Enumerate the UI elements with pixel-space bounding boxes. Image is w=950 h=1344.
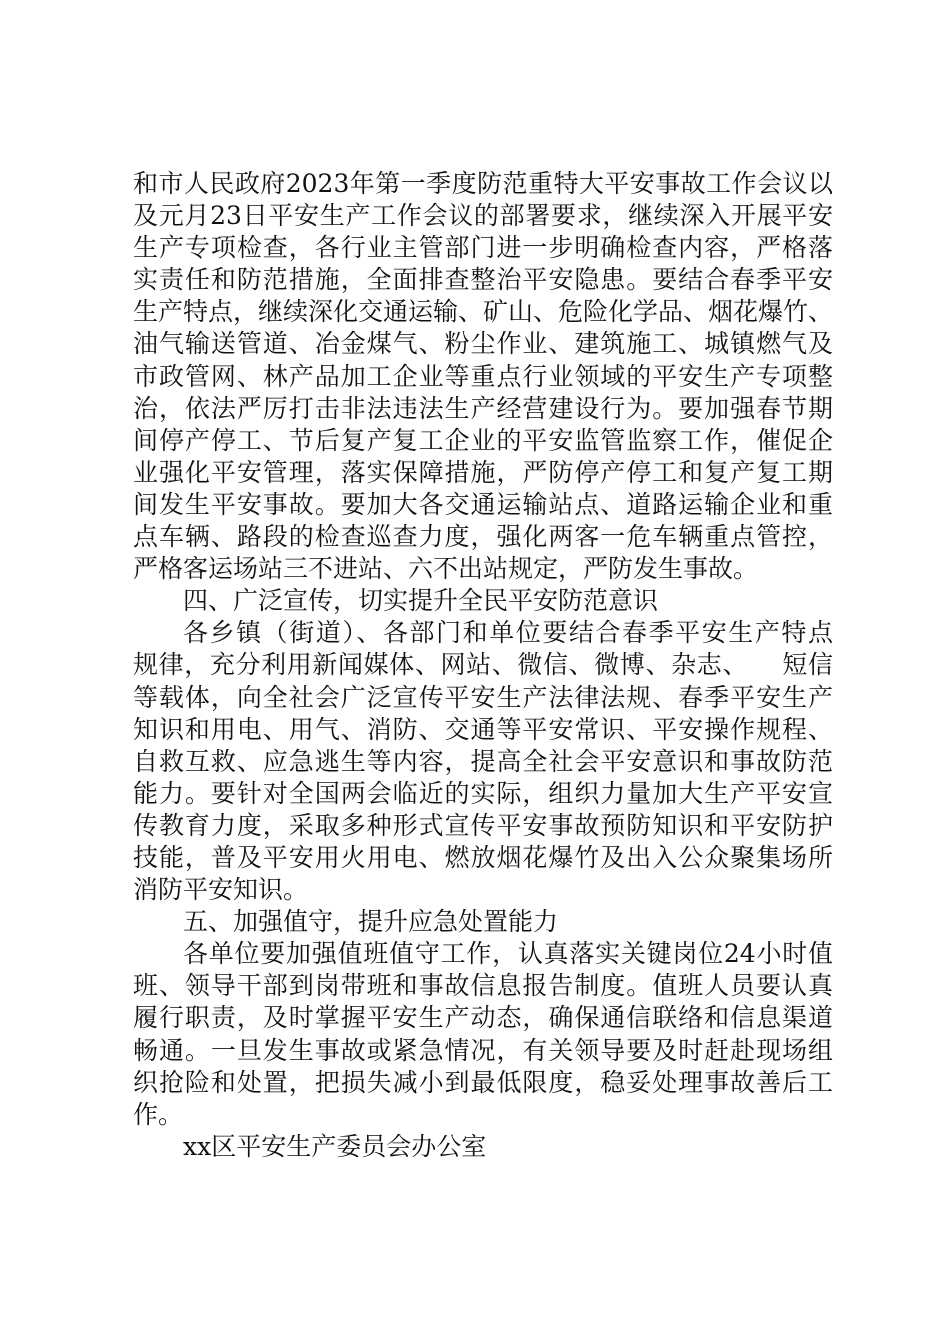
text-line: 等载体，向全社会广泛宣传平安生产法律法规、春季平安生产 bbox=[133, 682, 833, 712]
text-line: 自救互救、应急逃生等内容，提高全社会平安意识和事故防范 bbox=[133, 746, 833, 776]
text-line: 间停产停工、节后复产复工企业的平安监管监察工作，催促企 bbox=[133, 425, 833, 455]
text-line: 及元月23日平安生产工作会议的部署要求，继续深入开展平安 bbox=[133, 201, 833, 231]
text-line: 作。 bbox=[133, 1099, 184, 1129]
text-line: 各乡镇（街道）、各部门和单位要结合春季平安生产特点 bbox=[183, 618, 833, 648]
section-heading: 五、加强值守，提升应急处置能力 bbox=[183, 907, 559, 937]
signature: xx区平安生产委员会办公室 bbox=[183, 1131, 487, 1161]
text-line: 规律，充分利用新闻媒体、网站、微信、微博、杂志、 短信 bbox=[133, 650, 833, 680]
text-line: 履行职责，及时掌握平安生产动态，确保通信联络和信息渠道 bbox=[133, 1003, 833, 1033]
text-line: 技能，普及平安用火用电、燃放烟花爆竹及出入公众聚集场所 bbox=[133, 842, 833, 872]
document-body bbox=[133, 168, 833, 1163]
text-line: 点车辆、路段的检查巡查力度，强化两客一危车辆重点管控， bbox=[133, 522, 833, 552]
text-line: 知识和用电、用气、消防、交通等平安常识、平安操作规程、 bbox=[133, 714, 833, 744]
text-line: 业强化平安管理，落实保障措施，严防停产停工和复产复工期 bbox=[133, 457, 833, 487]
text-line: 间发生平安事故。要加大各交通运输站点、道路运输企业和重 bbox=[133, 489, 833, 519]
section-heading: 四、广泛宣传，切实提升全民平安防范意识 bbox=[183, 586, 659, 616]
section-5 bbox=[133, 906, 833, 1131]
text-line: 传教育力度，采取多种形式宣传平安事故预防知识和平安防护 bbox=[133, 810, 833, 840]
text-line: 织抢险和处置，把损失减小到最低限度，稳妥处理事故善后工 bbox=[133, 1067, 833, 1097]
text-line: 治，依法严厉打击非法违法生产经营建设行为。要加强春节期 bbox=[133, 393, 833, 423]
text-line: 生产特点，继续深化交通运输、矿山、危险化学品、烟花爆竹、 bbox=[133, 297, 833, 327]
section-4 bbox=[133, 585, 833, 906]
text-line: 实责任和防范措施，全面排查整治平安隐患。要结合春季平安 bbox=[133, 265, 833, 295]
text-line: 各单位要加强值班值守工作，认真落实关键岗位24小时值 bbox=[183, 939, 833, 969]
text-line: 油气输送管道、冶金煤气、粉尘作业、建筑施工、城镇燃气及 bbox=[133, 329, 833, 359]
text-line: 畅通。一旦发生事故或紧急情况，有关领导要及时赶赴现场组 bbox=[133, 1035, 833, 1065]
text-line: 和市人民政府2023年第一季度防范重特大平安事故工作会议以 bbox=[133, 169, 833, 198]
paragraph-intro bbox=[133, 168, 833, 585]
text-line: 市政管网、林产品加工企业等重点行业领域的平安生产专项整 bbox=[133, 361, 833, 391]
text-line: 严格客运场站三不进站、六不出站规定，严防发生事故。 bbox=[133, 554, 759, 584]
text-line: 消防平安知识。 bbox=[133, 875, 309, 905]
text-line: 班、领导干部到岗带班和事故信息报告制度。值班人员要认真 bbox=[133, 971, 833, 1001]
text-line: 生产专项检查，各行业主管部门进一步明确检查内容，严格落 bbox=[133, 233, 833, 263]
text-line: 能力。要针对全国两会临近的实际，组织力量加大生产平安宣 bbox=[133, 778, 833, 808]
